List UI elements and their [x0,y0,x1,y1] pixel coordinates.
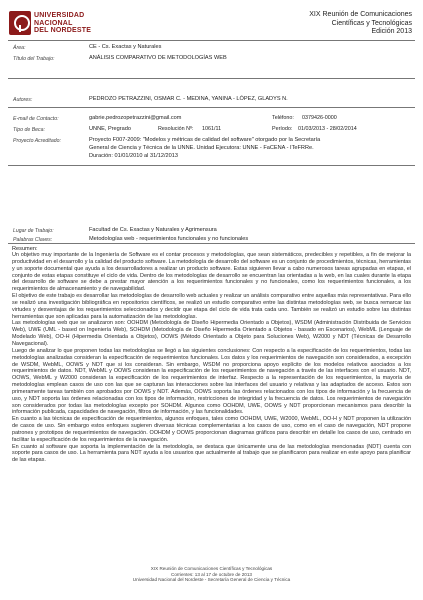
resolucion-label: Resolución Nº: [158,126,194,132]
event-line: Edición 2013 [371,28,412,36]
section-divider [8,107,415,108]
area-label: Área: [13,45,26,51]
abstract-body [12,252,411,464]
abstract-paragraph: Las metodologías web que se analizaron son: OOHDM (Metodología de Diseño Hipermedia Orientado a Objetos), WSDM (Administración Distribuida de Servicios Web), UWE (UML - based on Ingeniería Web), SOHDM (Metodología de Diseño Hipermedia Orientado a Objetos - basado en Escenarios), WebML (Lenguaje de Modelado Web), OO-H (Hipermedia Orientada a Objetos), OOWS (Método Orientado a Objeto para Soluciones Web), W2000 y NDT (Técnicas de Desarrollo Navegacional). [12,320,411,347]
titulo-value: ANÁLISIS COMPARATIVO DE METODOLOGÍAS WEB [89,55,227,61]
telefono-value: 0379426-0000 [302,115,337,121]
abstract-paragraph: Luego de analizar lo que proponen todas las metodologías se llegó a las siguientes conclusiones: Con respecto a la especificación de los requerimientos, todas las metodologías analizadas consideran la especificación de requerimientos funcionales. Los datos y los requerimientos de navegación son considerados, a excepción de WSDM, WebML, OOWS y NDT que si los consideran. Sin embargo, WSDM no proporciona apoyo explícito de los modelos relativos asociados a los requerimientos de datos. NDT, WebML y OOWS consideran la especificación de los requerimientos de navegación a través de las interfaces con el usuario. NDT, OOWS, WebML y W2000 consideran la especificación de los requerimientos de interfaz. Respecto a la representación de los requerimientos, la mayoría de metodologías emplean casos de uso con las que se capturan las interacciones sobre las interfaces del usuario y relativas y las adaptados de acceso. Estos son primeramente tareas también con aprobados por OOWS y NDT. Además, OOWS soporta las órdenes relacionados con los tipos de información y la frecuencia de uso, y NDT soporta las órdenes relacionadas con los tipos de información, restricciones de integridad y la frecuencia de datos. Los requerimientos de navegación son considerados por todas las metodologías excepto por SOHDM. Algunos como OOHDM, UWE, OOWS y NDT proporcionan mecanismos para describir la información publicada, capacidades de navegación, filtros de información, y las funcionalidades. [12,347,411,416]
university-line: NACIONAL [34,19,73,27]
resolucion-value: 1061/11 [202,126,222,132]
footer-line: Universidad Nacional del Nordeste - Secretaría General de Ciencia y Técnica [132,577,291,583]
periodo-value: 01/03/2013 - 28/02/2014 [298,126,357,132]
abstract-paragraph: Un objetivo muy importante de la Ingeniería de Software es el contar procesos y metodologías, que sean sistemáticos, predecibles y repetibles, a fin de mejorar la productividad en el desarrollo y la calidad del producto software. La metodología de desarrollo del software es un conjunto de procedimientos, técnicas, herramientas y un soporte documental que ayuda a los desarrolladores a realizar un producto software. Estas siguieren llevar a cabo numerosos tareas agrupadas en etapas, el conjunto de estas etapas constituye el ciclo de vida. Dentro de los metodologías de desarrollo se encuentran las orientadas a la web, en las cuales durante la etapa del desarrollo de software se debe a prestar mayor atención a los requerimientos funcionales y no funcionales, como los requerimientos funcionales, a los requerimientos de almacenamiento y de navegabilidad. [12,252,411,293]
tipo-beca-label: Tipo de Beca: [13,127,45,133]
event-title [309,11,412,37]
telefono-label: Teléfono: [272,115,294,121]
footer-line: XIX Reunión de Comunicaciones Científicas y Tecnológicas [150,566,273,571]
area-value: CE - Cs. Exactas y Naturales [89,44,162,50]
university-line: DEL NORDESTE [34,27,92,35]
university-line: UNIVERSIDAD [34,12,85,19]
abstract-title: Resumen: [12,246,38,252]
palabras-label: Palabras Claves: [13,237,53,243]
email-value: gabrie.pedrozopetrazzini@gmail.com [89,115,182,121]
lugar-value: Facultad de Cs. Exactas y Naturales y Agrimensura [89,227,217,233]
abstract-paragraph: El objetivo de este trabajo es desarrollar las metodologías de desarrollo web actuales y realizar un análisis comparativo entre aquellas más representativas. Para ello se realizó una investigación bibliográfica en repositorios científicos, se realizó un estudio comparativo entre las distintas metodologías web, se busca remarcar las virtudes y desventajas de los requerimientos seleccionados y decidir que etapa del ciclo de vida trata cada uno. También se realizó un estudio sobre las distintas herramientas que son aplicadas para la automatización de las metodologías. [12,293,411,320]
titulo-label: Título del Trabajo: [13,56,55,62]
section-divider [8,78,415,79]
autores-value: PEDROZO PETRAZZINI, OSMAR C. - MEDINA, YANINA - LÓPEZ, GLADYS N. [89,96,288,102]
proyecto-line: General de Ciencia y Técnica de la UNNE. Unidad Ejecutora: UNNE - FaCENA - ITeFRRe. [89,145,314,151]
email-label: E-mail de Contacto: [13,116,59,122]
proyecto-line: Proyecto F007-2009: "Modelos y métricas de calidad del software" otorgado por la Secretaría [89,137,321,143]
periodo-label: Período: [272,126,293,132]
abstract-paragraph: En cuanto al software que soporta la implementación de la metodología, se destaca que únicamente una de las metodologías mencionadas (NDT) cuenta con soporte para casos de uso. La herramienta para NDT ayuda a los usuarios que actualmente al trabajo que se planificaron para realizar en este apoyo para planificar de las etapas. [12,443,411,464]
lugar-label: Lugar de Trabajo: [13,228,54,234]
header-divider [8,40,415,41]
footer-line: Corrientes: 13 al 17 de octubre de 2013 [171,571,252,577]
proyecto-label: Proyecto Acreditado: [13,138,61,144]
university-name [34,12,91,35]
event-line: Científicas y Tecnológicas [331,19,412,27]
abstract-paragraph: En cuanto a las técnicas de especificación de requerimientos, algunos enfoques, tales como OOHDM, UWE, W2000, WebML, OO-H y NDT proponen la utilización de casos de uso. Sin embargo estos enfoques sugieren diversas técnicas complementarias a los casos de uso, como en el caso de navegación, NDT propone patrones y prototipos de requerimientos de navegación. OOHDM y OOWS proporcionan diagramas gráficos para describir en detalle los casos de uso, centrado en facilitar la especificación de los requerimientos de la navegación. [12,416,411,443]
page-footer [0,566,423,583]
palabras-value: Metodologías web - requerimientos funcionales y no funcionales [89,236,249,242]
autores-label: Autores: [13,97,33,103]
section-divider [8,165,415,166]
university-logo [9,11,31,35]
event-line: XIX Reunión de Comunicaciones [309,11,412,18]
section-divider [8,243,415,244]
proyecto-line: Duración: 01/01/2010 al 31/12/2013 [89,153,178,159]
tipo-beca-value: UNNE, Pregrado [89,126,131,132]
